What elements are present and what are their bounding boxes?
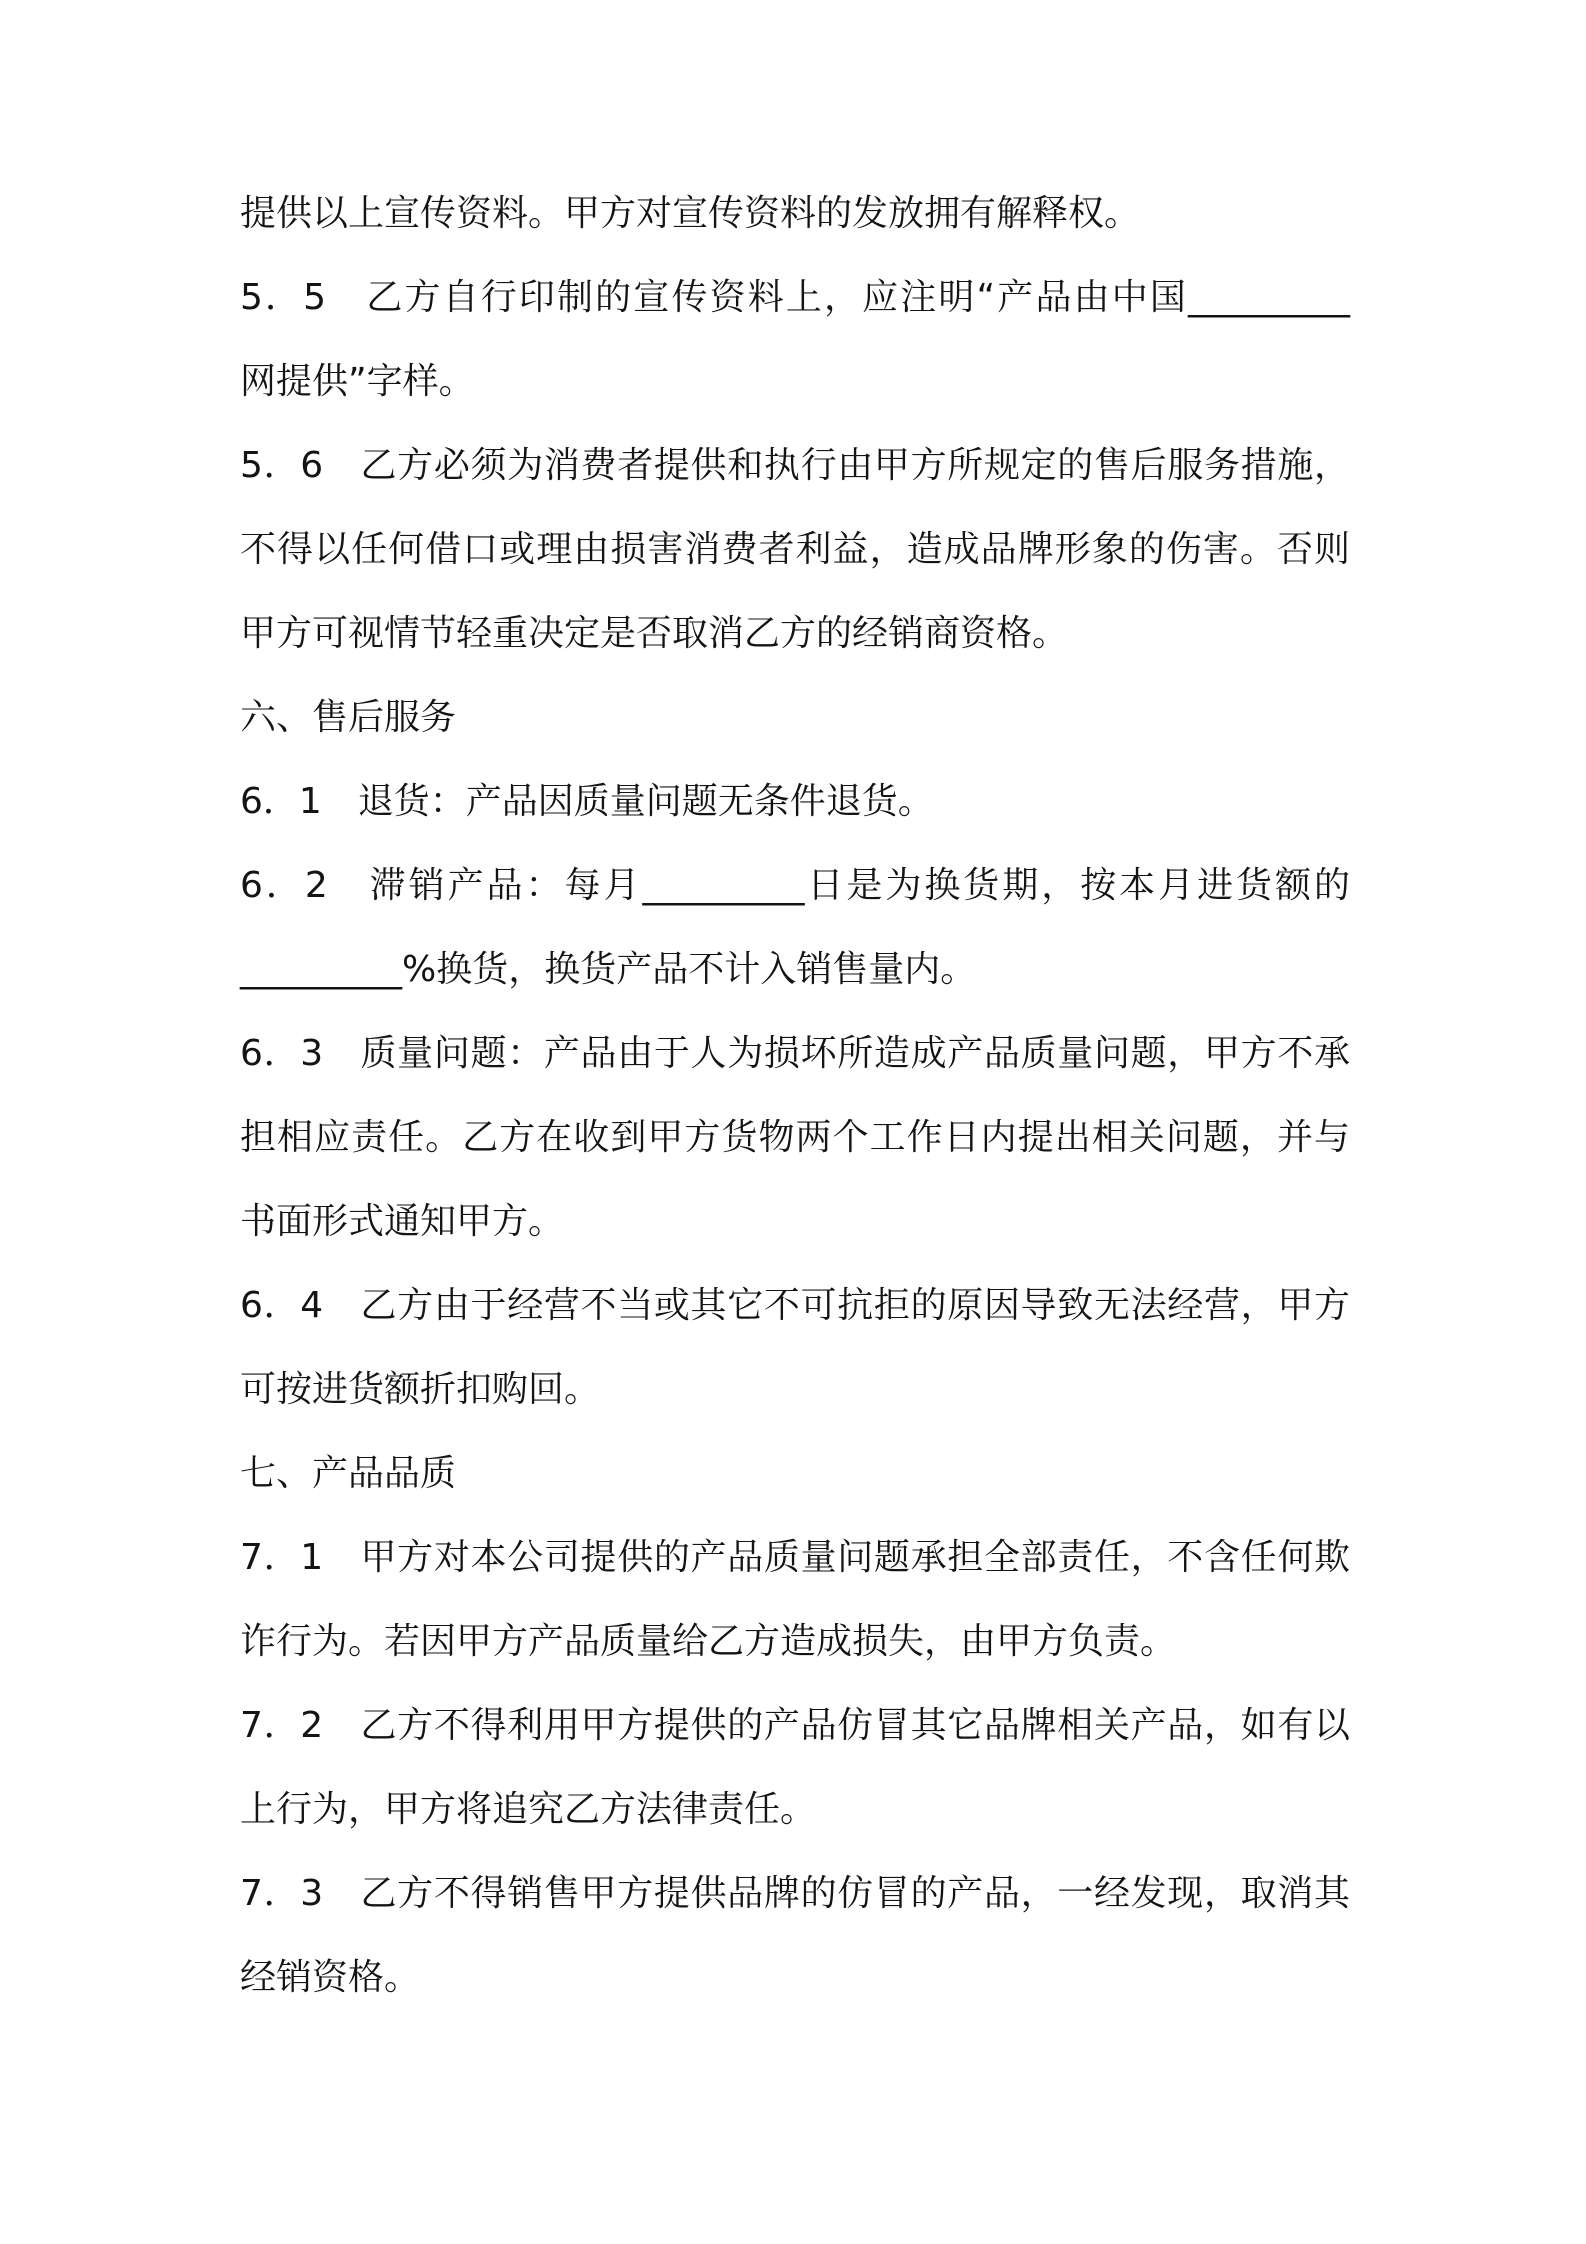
text-line: 提供以上宣传资料。甲方对宣传资料的发放拥有解释权。 [240,193,1141,234]
text-line: 7．2 乙方不得利用甲方提供的产品仿冒其它品牌相关产品，如有以 [240,1705,1350,1746]
section-heading: 六、售后服务 [240,697,457,738]
text-line: 6．3 质量问题：产品由于人为损坏所造成产品质量问题，甲方不承 [240,1033,1350,1074]
text-line: 经销资格。 [240,1957,421,1998]
text-line: 甲方可视情节轻重决定是否取消乙方的经销商资格。 [240,613,1069,654]
text-line: 可按进货额折扣购回。 [240,1369,601,1410]
text-line: 7．3 乙方不得销售甲方提供品牌的仿冒的产品，一经发现，取消其 [240,1873,1350,1914]
text-line: 6．4 乙方由于经营不当或其它不可抗拒的原因导致无法经营，甲方 [240,1285,1350,1326]
text-line: 5．6 乙方必须为消费者提供和执行由甲方所规定的售后服务措施， [240,445,1350,486]
text-line: 5．5 乙方自行印制的宣传资料上，应注明“产品由中国_________ [240,277,1350,318]
text-line: 书面形式通知甲方。 [240,1201,565,1242]
text-line: 7．1 甲方对本公司提供的产品质量问题承担全部责任，不含任何欺 [240,1537,1350,1578]
text-line: 网提供”字样。 [240,361,475,402]
text-line: 不得以任何借口或理由损害消费者利益，造成品牌形象的伤害。否则 [240,529,1350,570]
text-line: _________%换货，换货产品不计入销售量内。 [240,949,977,990]
text-line: 6．1 退货：产品因质量问题无条件退货。 [240,781,934,822]
text-line: 诈行为。若因甲方产品质量给乙方造成损失，由甲方负责。 [240,1621,1177,1662]
text-line: 6．2 滞销产品：每月_________日是为换货期，按本月进货额的 [240,865,1350,906]
text-line: 上行为，甲方将追究乙方法律责任。 [240,1789,817,1830]
text-line: 担相应责任。乙方在收到甲方货物两个工作日内提出相关问题，并与 [240,1117,1350,1158]
section-heading: 七、产品品质 [240,1453,457,1494]
